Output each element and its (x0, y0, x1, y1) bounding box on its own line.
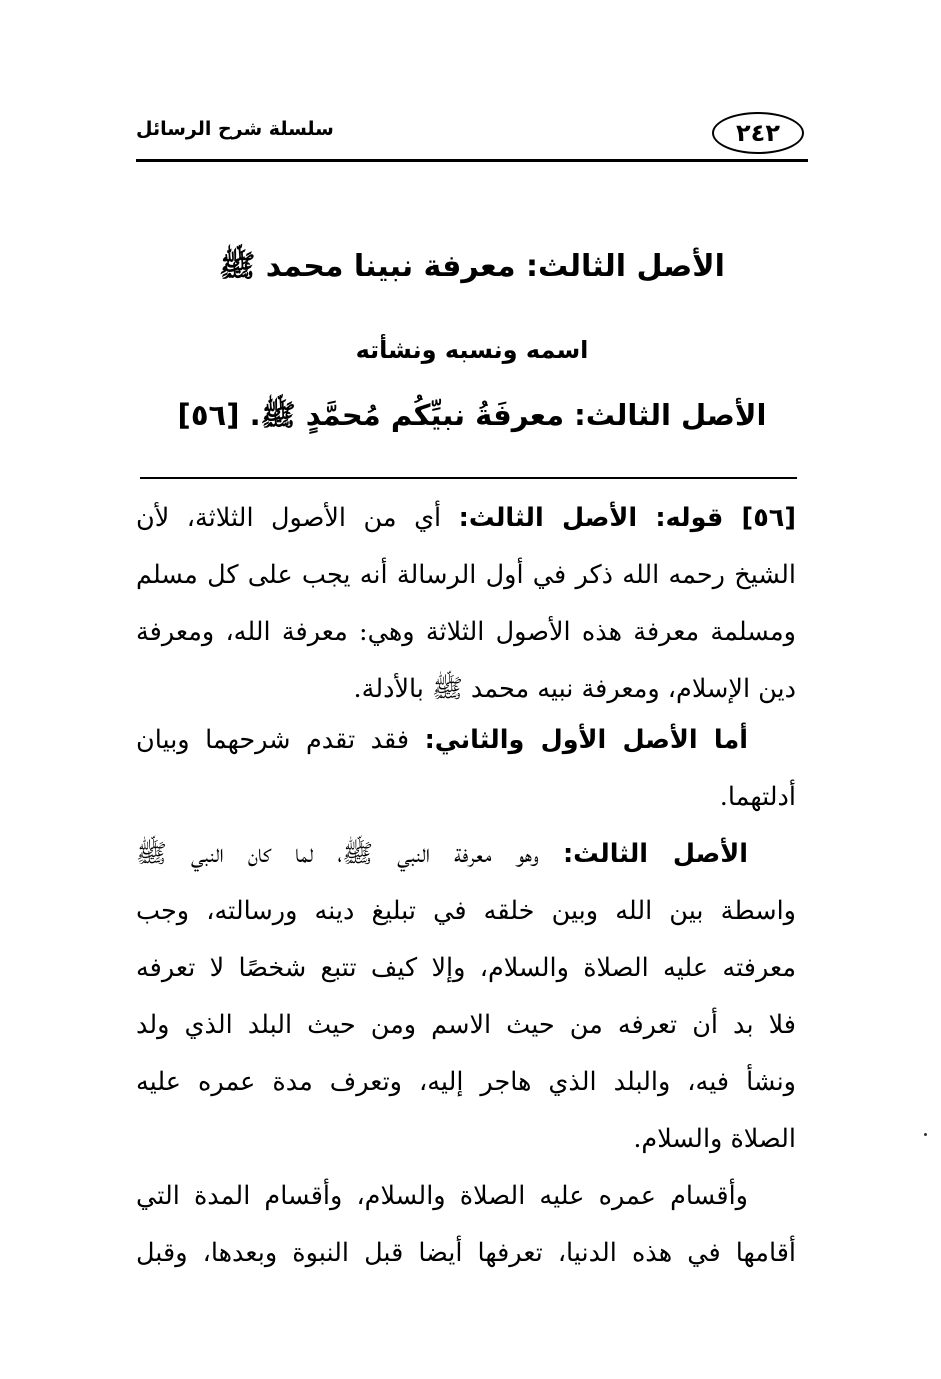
bold-lead: أما الأصل الأول والثاني: (424, 725, 749, 755)
line-text: وهو معرفة النبي ﷺ، لما كان النبي ﷺ (136, 839, 563, 869)
text-line (136, 997, 796, 1054)
scan-speck (924, 1133, 927, 1136)
line-text: فقد تقدم شرحهما وبيان (136, 725, 425, 755)
line-text: أقامها في هذه الدنيا، تعرفها أيضا قبل النبوة وبعدها، وقبل (136, 1238, 796, 1268)
text-line (136, 547, 796, 604)
text-line (136, 661, 796, 718)
line-text: دين الإسلام، ومعرفة نبيه محمد ﷺ بالأدلة. (353, 674, 796, 704)
text-line (136, 1225, 796, 1282)
line-text: ونشأ فيه، والبلد الذي هاجر إليه، وتعرف مدة عمره عليه (136, 1067, 796, 1097)
line-text: أي من الأصول الثلاثة، لأن (136, 503, 459, 533)
text-line (136, 940, 796, 997)
text-line (136, 826, 796, 883)
section-subtitle: اسمه ونسبه ونشأته (355, 336, 589, 364)
page-number-badge: ٢٤٢ (712, 112, 804, 154)
text-line (136, 604, 796, 661)
line-text: ومسلمة معرفة هذه الأصول الثلاثة وهي: معرفة الله، ومعرفة (136, 617, 796, 647)
text-line (136, 883, 796, 940)
header-divider (136, 159, 808, 162)
series-title: سلسلة شرح الرسائل (136, 118, 334, 140)
bold-lead: الأصل الثالث: (562, 839, 748, 869)
line-text: أدلتهما. (719, 782, 796, 812)
line-text: الصلاة والسلام. (633, 1124, 796, 1154)
line-text: معرفته عليه الصلاة والسلام، وإلا كيف تتبع شخصًا لا تعرفه (136, 953, 796, 983)
text-line (136, 712, 796, 769)
line-text: الشيخ رحمه الله ذكر في أول الرسالة أنه يجب على كل مسلم (136, 560, 796, 590)
line-text: وأقسام عمره عليه الصلاة والسلام، وأقسام المدة التي (136, 1181, 748, 1211)
paragraph-first-second-principles (136, 712, 796, 826)
matn-divider (140, 477, 797, 479)
paragraph-commentary-56 (136, 490, 796, 718)
text-line (136, 1168, 796, 1225)
text-line (136, 490, 796, 547)
line-text: فلا بد أن تعرفه من حيث الاسم ومن حيث البلد الذي ولد (136, 1010, 796, 1040)
chapter-title: الأصل الثالث: معرفة نبينا محمد ﷺ (219, 249, 725, 284)
page-header (136, 108, 808, 160)
text-line (136, 1111, 796, 1168)
text-line (136, 769, 796, 826)
paragraph-stages-of-life (136, 1168, 796, 1282)
paragraph-third-principle (136, 826, 796, 1168)
line-text: واسطة بين الله وبين خلقه في تبليغ دينه ورسالته، وجب (136, 896, 796, 926)
text-line (136, 1054, 796, 1111)
matn-text: الأصل الثالث: معرفَةُ نبيِّكُم مُحمَّدٍ ﷺ. [٥٦] (177, 398, 767, 432)
bold-lead: [٥٦] قوله: الأصل الثالث: (458, 503, 796, 533)
